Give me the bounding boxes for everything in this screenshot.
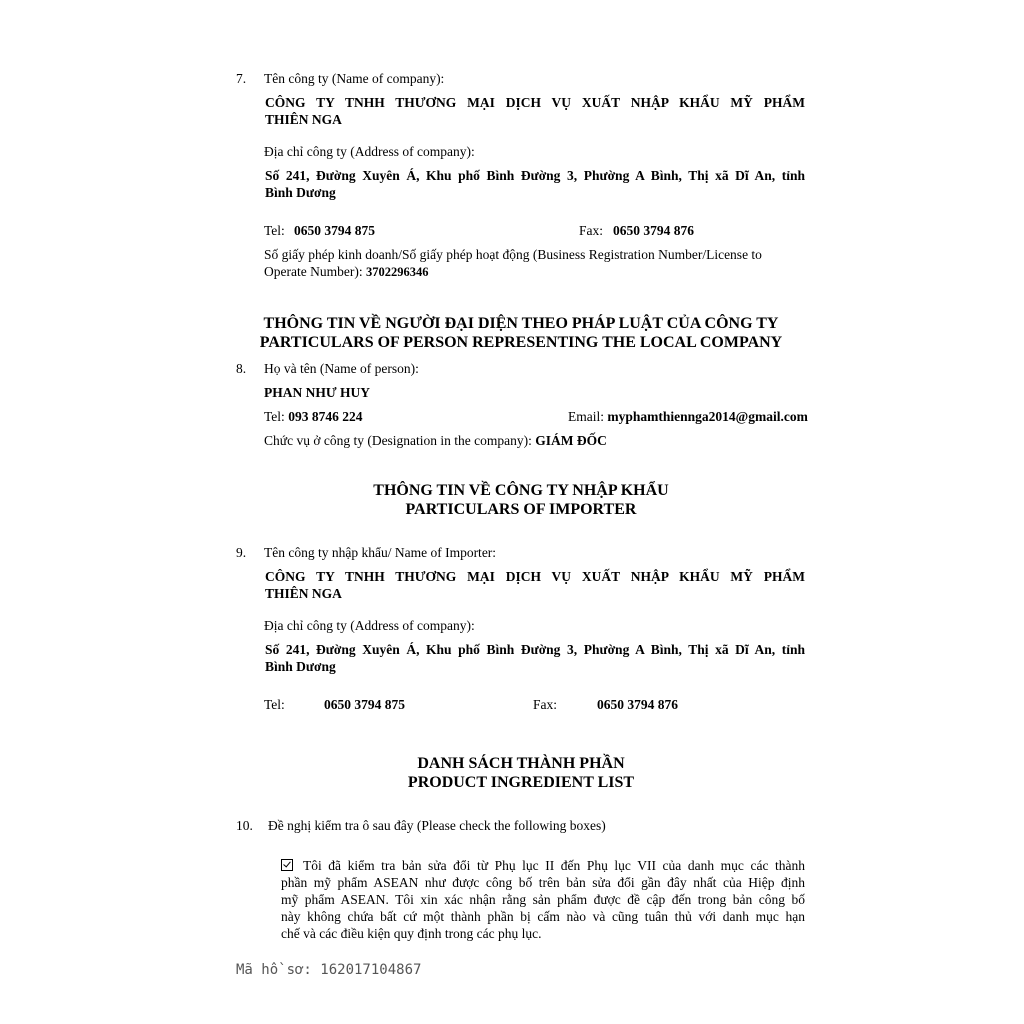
person-email-label: Email: — [568, 409, 608, 424]
company-address-line2: Bình Dương — [265, 185, 336, 200]
importer-fax-value: 0650 3794 876 — [597, 697, 678, 712]
person-designation — [264, 432, 607, 449]
company-fax-value: 0650 3794 876 — [613, 223, 694, 238]
license-number: 3702296346 — [365, 265, 429, 279]
person-designation-value: GIÁM ĐỐC — [535, 433, 607, 448]
person-email-value: myphamthiennga2014@gmail.com — [607, 409, 808, 424]
section-10-number: 10. — [236, 818, 253, 833]
compliance-text-line1: Tôi đã kiểm tra bản sửa đổi từ Phụ lục II đến Phụ lục VII của danh mục các thành — [303, 858, 805, 873]
compliance-text-line5: chế và các điều kiện quy định trong các phụ lục. — [281, 926, 542, 941]
ingredients-heading-en: PRODUCT INGREDIENT LIST — [407, 774, 635, 791]
company-tel-value: 0650 3794 875 — [294, 223, 375, 238]
person-tel — [264, 408, 362, 425]
importer-tel-value: 0650 3794 875 — [324, 697, 405, 712]
license-line1: Số giấy phép kinh doanh/Số giấy phép hoạt động (Business Registration Number/License to — [264, 247, 762, 262]
file-number: Mã hồ sơ: 162017104867 — [236, 962, 422, 978]
importer-name-line2: THIÊN NGA — [265, 586, 342, 601]
importer-heading-vi: THÔNG TIN VỀ CÔNG TY NHẬP KHẨU — [373, 482, 669, 499]
compliance-checkbox[interactable] — [281, 857, 303, 874]
importer-address-line1: Số 241, Đường Xuyên Á, Khu phố Bình Đường 3, Phường A Bình, Thị xã Dĩ An, tỉnh — [265, 642, 805, 657]
person-name-value: PHAN NHƯ HUY — [264, 385, 370, 400]
compliance-text-line2: phần mỹ phẩm ASEAN như được công bố trên bản sửa đổi gần đây nhất của Hiệp định — [281, 875, 805, 890]
company-name-label: Tên công ty (Name of company): — [264, 71, 445, 86]
importer-name-line1: CÔNG TY TNHH THƯƠNG MẠI DỊCH VỤ XUẤT NHẬP KHẨU MỸ PHẨM — [265, 569, 805, 584]
importer-name-label: Tên công ty nhập khẩu/ Name of Importer: — [264, 545, 497, 560]
person-tel-label: Tel: — [264, 409, 289, 424]
importer-address-line2: Bình Dương — [265, 659, 336, 674]
checkbox-checked-icon[interactable] — [281, 859, 293, 871]
license-line2 — [264, 263, 428, 281]
section-8-number: 8. — [236, 361, 247, 376]
check-instruction: Đề nghị kiểm tra ô sau đây (Please check the following boxes) — [268, 818, 606, 833]
company-name-line1: CÔNG TY TNHH THƯƠNG MẠI DỊCH VỤ XUẤT NHẬP KHẨU MỸ PHẨM — [265, 95, 805, 110]
person-designation-label: Chức vụ ở công ty (Designation in the company): — [264, 433, 536, 448]
importer-address-label: Địa chỉ công ty (Address of company): — [264, 618, 475, 633]
company-address-line1: Số 241, Đường Xuyên Á, Khu phố Bình Đường 3, Phường A Bình, Thị xã Dĩ An, tỉnh — [265, 168, 805, 183]
representative-heading-en: PARTICULARS OF PERSON REPRESENTING THE LOCAL COMPANY — [259, 334, 783, 351]
company-tel-label: Tel: — [264, 223, 285, 238]
section-7-number: 7. — [236, 71, 247, 86]
importer-fax-label: Fax: — [533, 697, 558, 712]
importer-tel-label: Tel: — [264, 697, 285, 712]
compliance-text-line3: mỹ phẩm ASEAN. Tôi xin xác nhận rằng sản phẩm được đề cập đến trong bản công bố — [281, 892, 805, 907]
person-tel-value: 093 8746 224 — [288, 409, 363, 424]
importer-heading-en: PARTICULARS OF IMPORTER — [405, 501, 637, 518]
license-line2-label: Operate Number): — [264, 264, 366, 279]
person-email — [568, 408, 808, 425]
company-address-label: Địa chỉ công ty (Address of company): — [264, 144, 475, 159]
person-name-label: Họ và tên (Name of person): — [264, 361, 419, 376]
company-fax-label: Fax: — [579, 223, 604, 238]
compliance-text-line4: này không chứa bất cứ một thành phần bị cấm nào và cũng tuân thủ với danh mục hạn — [281, 909, 805, 924]
representative-heading-vi: THÔNG TIN VỀ NGƯỜI ĐẠI DIỆN THEO PHÁP LUẬT CỦA CÔNG TY — [263, 315, 779, 332]
ingredients-heading-vi: DANH SÁCH THÀNH PHẦN — [417, 755, 625, 772]
company-name-line2: THIÊN NGA — [265, 112, 342, 127]
section-9-number: 9. — [236, 545, 247, 560]
